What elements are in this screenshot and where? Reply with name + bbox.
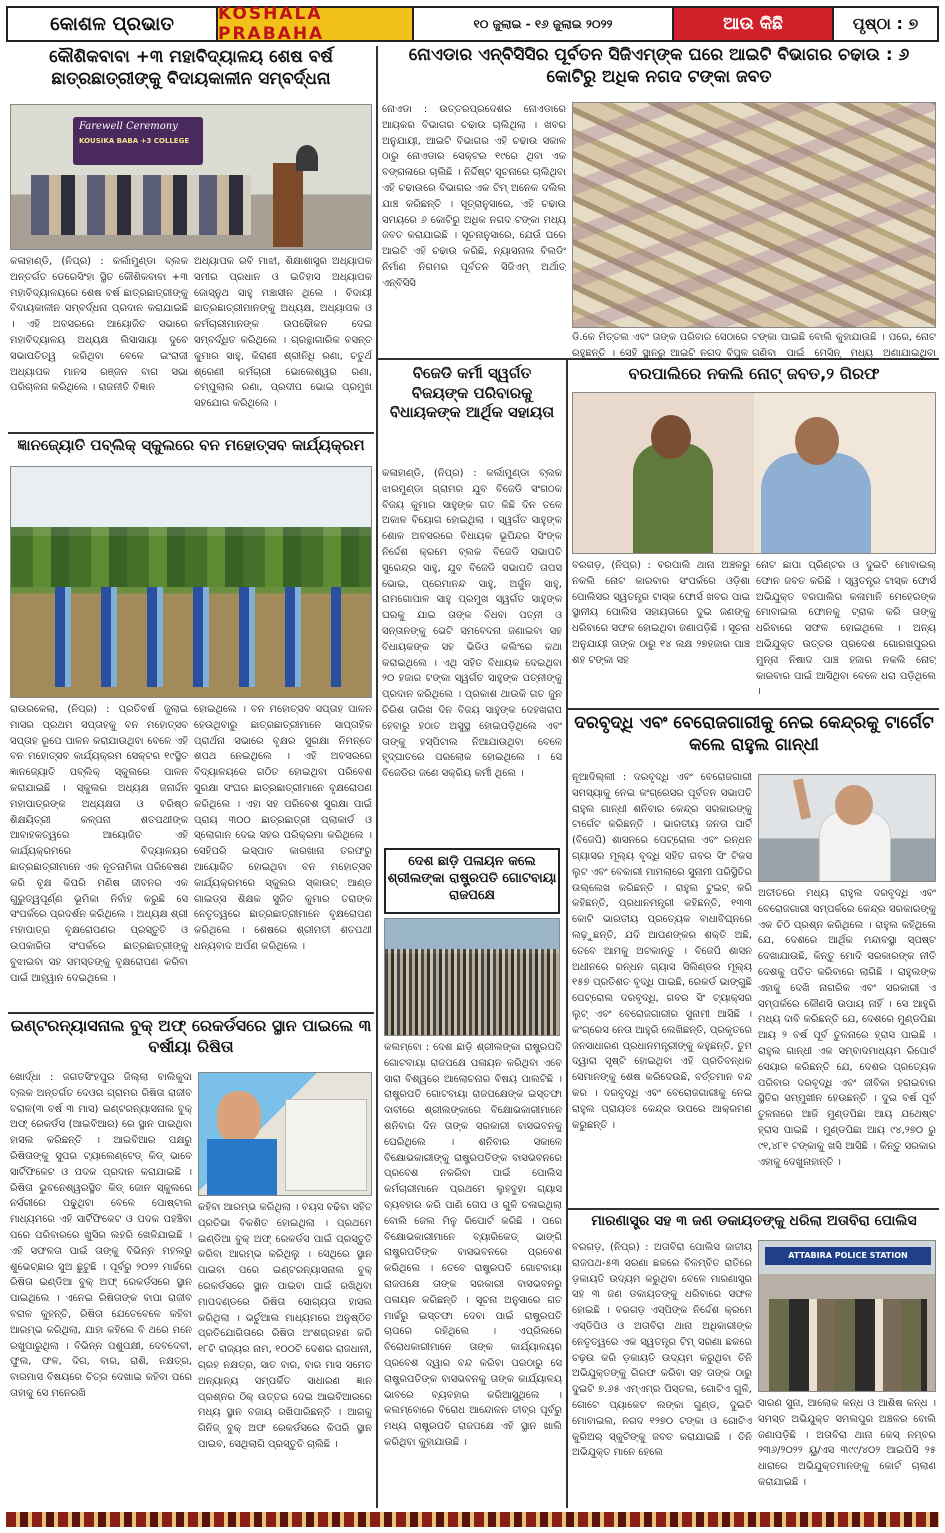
column-divider <box>566 360 568 1508</box>
photo-rishita-certificate <box>198 1072 372 1196</box>
photo-attabira-police-station <box>758 1240 936 1392</box>
it-raid-text-col2: ଡି.କେ ମିତ୍ତଲ ଏବଂ ତାଙ୍କ ପରିବାର ସେଠାରେ ରହୁଛନ୍ତି । ସେହି ସ୍ଥାନରୁ ଆଇଟି ନଗଦ ବିପୁଳ <box>572 332 748 358</box>
banner-text-1: Farewell Ceremony <box>79 121 178 132</box>
article-divider <box>378 358 939 360</box>
section-label: ଆଉ କିଛି <box>674 8 834 40</box>
headline-bjd-assistance: ବିଜେଡି କର୍ମୀ ସ୍ୱର୍ଗତ ବିଜୟଙ୍କ ପରିବାରକୁ ବିଧାୟକଙ୍କ ଆର୍ଥିକ ସହାୟତା <box>389 364 555 421</box>
bjd-assistance-text: କଳାହାଣ୍ଡି, (ନିପ୍ର) : କର୍ଲାମୁଣ୍ଡା ବ୍ଲକ ଝାରମୁଣ୍ଡା ଗ୍ରାମର ଯୁବ ବିଜେଡି ସଂଗଠକ ବିଜୟ କୁମାର ସାହୁଙ୍କ ଗତ କିଛି ଦିନ ତଳେ ଅକାଳ ବିୟୋଗ ହୋଇଥିଲା । ସ୍ୱର୍ଗତ ସାହୁଙ୍କ ଶୋକ ଅବସରରେ ବିଧାୟକ ଭୂପିନ୍ଦର ସିଂଙ୍କ ନିର୍ଦ୍ଦେଶ କ୍ରମେ ବ୍ଲକ ବିଜେଡି ସଭାପତି ସୁରେନ୍ଦ୍ର ସାହୁ, ଯୁବ ବିଜେଡି ସଭାପତି ତାପସ ଭୋଇ, ପ୍ରେମାନନ୍ଦ ସାହୁ, ଅର୍ଜୁନ ସାହୁ, ରାମଗୋପାଳ ସାହୁ ପ୍ରମୁଖ ସ୍ୱର୍ଗତ ସାହୁଙ୍କ ଘରକୁ ଯାଇ ତାଙ୍କ ବିଧବା ପତ୍ନୀ ଓ ସନ୍ତାନଙ୍କୁ ଭେଟି ସମବେଦନା ଜଣାଇବା ସହ ବିଧାୟକଙ୍କ ସହ ଭିଡିଓ କଲିଂରେ କଥା କରାଇଥିଲେ । ଏଥି ସହିତ ବିଧାୟକ ଦେଇଥିବା ୨୦ ହଜାର ଟଙ୍କା ସ୍ୱର୍ଗତ ସାହୁଙ୍କ ପତ୍ନୀଙ୍କୁ ପ୍ରଦାନ କରିଥିଲେ । ପ୍ରକାଶ ଥାଉକି ଗତ ଜୁନ ଚିରିଶ ତାରିଖ ଦିନ ବିଜୟ ସାହୁଙ୍କ ଦେହଖରାପ ହେବାରୁ ହଠାତ ଅସୁସ୍ଥ ହୋଇପଡ଼ିଥିଲେ ଏବଂ ତାଙ୍କୁ ହସ୍ପିଟାଲ ନିଆଯାଉଥିବା ବେଳେ ହୃଦ୍‌ଘାତରେ ପରଲୋକ ହୋଇଥିଲେ । ସେ ବିଜେଡିର ଜଣେ ସକ୍ରିୟ କର୍ମୀ ଥିଲେ । <box>382 468 562 780</box>
photo-rahul-gandhi <box>758 774 936 882</box>
headline-van-mahotsav: ଜ୍ଞାନଜ୍ୟୋତି ପବ୍ଲିକ୍ ସ୍କୁଲରେ ବନ ମହୋତ୍ସବ କାର୍ଯ୍ୟକ୍ରମ <box>17 436 365 454</box>
banner-text-2: KOUSIKA BABA +3 COLLEGE <box>79 137 190 145</box>
rishita-text-col1: ଖୋର୍ଦ୍ଧା : ଜଗତସିଂହପୁର ଜିଲ୍ଲା ବାଲିକୁଦା ବ୍ଲକ ଅନ୍ତର୍ଗତ ଦେଓଗ ଗ୍ରାମର ରିଷିତା ରାଜୀବ ବରାଳ(୩ ବର୍ଷ ୩ ମାସ) ଇଣ୍ଟରନ୍ୟାସନାଲ ବୁକ୍ ଅଫ୍ ରେକର୍ଡସ (ଆଇବିଆର) ରେ ସ୍ଥାନ ପାଇଥିବା ହାସଲ କରିଛନ୍ତି । ଆଇବିଆର ପକ୍ଷରୁ ରିଷିତାଙ୍କୁ ସୁପର ଟ୍ୟାଲେଣ୍ଟେଡ୍ କିଡ୍ ଭାବେ ସାର୍ଟିଫିକେଟ ଓ ପଦକ ପ୍ରଦାନ କରାଯାଇଛି । ରିଷିତା ଭୁବନେଶ୍ୱରସ୍ଥିତ କିଡ୍ ଜୋନ ସ୍କୁଲରେ ନର୍ସରୀରେ ପଢୁଥିବା ବେଳେ ପୋଷ୍ଟାଲ ମାଧ୍ୟମରେ ଏହି ସାର୍ଟିଫିକେଟ ଓ ପଦକ ପହଞ୍ଚିବା ପରେ ପରିବାରରେ ଖୁସିର ଲହରି ଖେଳିଯାଇଛି । ଏହି ସଫଳତା ପାଇଁ ତାଙ୍କୁ ବିଭିନ୍ନ ମହଲରୁ ଶୁଭେଚ୍ଛାର ସୁଅ ଛୁଟୁଛି । ପୂର୍ବରୁ ୨୦୨୨ ମାର୍ଚ୍ଚରେ ରିଷିତା ଇଣ୍ଡିଆ ବୁକ୍ ଅଫ୍ ରେକର୍ଡସରେ ସ୍ଥାନ ପାଇଥିଲେ । ଏନେଇ ରିଷିତାଙ୍କ ବାପା ରାଜୀବ ବରାଳ କୁହନ୍ତି, ରିଷିତା ଯେତେବେଳେ କହିବା ଆରମ୍ଭ କରିଥିଲା, ଯାହା କହିଲେ ବି ଥରେ ମନେ ରଖୁପାରୁଥିଲା । ବିଭିନ୍ନ ପଶୁପକ୍ଷୀ, ଦେବଦେବୀ, ଫୁଲ, ଫଳ, ଦିଗ, ବାର, ରାଶି, ନକ୍ଷତ୍ର, ବାରମାସ ବିଷୟରେ ଚିତ୍ର ଦେଖାଇ କହିବା ପରେ ତାହାକୁ ସେ ମନେରଖି <box>10 1072 192 1399</box>
it-raid-text-col3: ଟଙ୍କା ପାଇଛି ବୋଲି କୁହାଯାଉଛି । ପରେ, ନୋଟ ଗଣିବା ପାଇଁ ମେସିନ୍ ମଧ୍ୟ ଅଣାଯାଇଥିବା <box>752 332 936 358</box>
newspaper-logo: କୋଶଳ ପ୍ରଭାତ <box>8 8 218 40</box>
masthead <box>6 6 939 42</box>
article-divider <box>8 432 374 434</box>
headline-dacoits-arrested: ମାରଣାସ୍ତ୍ର ସହ ୩ ଜଣ ଡକାୟତଙ୍କୁ ଧରିଲା ଅତାବିରା ପୋଲିସ <box>591 1213 917 1229</box>
photo-farewell-ceremony <box>10 104 372 250</box>
article-divider <box>568 1208 939 1210</box>
farewell-text-col2: ଅଧ୍ୟାପକ ରବି ମାଝୀ, ଶିକ୍ଷାଶାସ୍ତ୍ର ଅଧ୍ୟାପକ ସମୀର ପ୍ରଧାନ ଓ ଇତିହାସ ଅଧ୍ୟାପକ ଜୋସ୍ନୁଥ ସାହୁ ମଞ୍ଚାସୀନ ଥିଲେ । ବିଦାୟୀ ଛାତ୍ରଛାତ୍ରୀମାନଙ୍କୁ ଅଧ୍ୟକ୍ଷ, ଅଧ୍ୟାପକ ଓ କର୍ମଚାରୀମାନଙ୍କ ଉପଢୌକନ ଦେଇ ସମ୍ବର୍ଦ୍ଧିତ କରିଥିଲେ । ଗ୍ରନ୍ଥାଗାରିକ ବସନ୍ତ କୁମାର ସାହୁ, କିରାଣୀ ଶ୍ରୀନିଧି ରଣା, ଚତୁର୍ଥ ଶ୍ରେଣୀ କର୍ମଚାରୀ ଭୋଲେଶ୍ୱର ରଣା, ଚମ୍ପୁଲାଲ ରଣା, ପ୍ରଦୀପ ଭୋଇ ପ୍ରମୁଖ ସହଯୋଗ କରିଥିଲେ । <box>194 256 372 410</box>
footer-ornamental-border <box>6 1512 939 1527</box>
van-mahotsav-text-col2: ହୋଇଥିଲେ । ବନ ମହୋତ୍ସବ ସପ୍ତାହ ପାଳନ ହେଉଥିବାରୁ ଛାତ୍ରଛାତ୍ରୀମାନେ ସାପ୍ତାହିକ ପ୍ରାର୍ଥନା ସଭାରେ ବୃକ୍ଷର ସୁରକ୍ଷା ନିମନ୍ତେ ଶପଥ ନେଇଥିଲେ । ଏହି ଅବସରରେ ବିଦ୍ୟାଳୟରେ ଗଠିତ ହୋଇଥିବା ପରିବେଶ ସୁରକ୍ଷା ସଂଘର ଛାତ୍ରଛାତ୍ରୀମାନେ ବୃକ୍ଷରୋପଣ କରିଥିଲେ । ଏହା ସହ ପରିବେଶ ସୁରକ୍ଷା ପାଇଁ ପ୍ରାୟ ୩୦୦ ଛାତ୍ରଛାତ୍ରୀ ପ୍ଲାକାର୍ଡ ଓ ସ୍ଲୋଗାନ ଦେଇ ସହର ପରିକ୍ରମା କରିଥିଲେ । ସେହିପରି ଇସ୍ପାତ କାରଖାନା ତରଫରୁ ଆୟୋଜିତ ହୋଇଥିବା ବନ ମହୋତ୍ସବ କାର୍ଯ୍ୟକ୍ରମରେ ସ୍କୁଲର ସ୍କାଉଟ୍ ଆଣ୍ଡ ଗାଇଡ୍ସ ଶିକ୍ଷକ ସୁଜିତ କୁମାର ତରାଙ୍କ ନେତୃତ୍ୱରେ ଛାତ୍ରଛାତ୍ରୀମାନେ ବୃକ୍ଷରୋପଣ କରିଥିଲେ । ଶେଷରେ ଶ୍ରୀମତୀ ଶତପଥୀ ଧନ୍ୟବାଦ ଅର୍ପଣ କରିଥିଲେ । <box>194 704 372 952</box>
photo-sri-lanka-protest <box>384 918 560 1036</box>
fake-notes-text-col1: ବରଗଡ଼, (ନିପ୍ର) : ବରପାଲି ଥାନା ଅଞ୍ଚଳରୁ ନକଲି ନୋଟ କାରବାର ସଂପର୍କରେ ଓଡ଼ିଶା ପୋଲିସର ସ୍ୱତନ୍ତ୍ର ଟାସ୍କ ଫୋର୍ସ ଖବର ପାଇ ସ୍ଥାନୀୟ ପୋଲିସ ସହାୟତାରେ ଦୁଇ ଜଣଙ୍କୁ ଧରିବାରେ ସଫଳ ହୋଇଥିବା ଜଣାପଡ଼ିଛି । ସୂଚନା ଅନୁଯାୟୀ ତାଙ୍କ ଠାରୁ ୧୪ ଲକ୍ଷ ୨୭ହଜାର ପାଞ୍ଚ ଶହ ଟଙ୍କା ସହ <box>572 560 750 666</box>
photo-seized-cash <box>572 102 936 328</box>
rahul-text-col1: ନୂଆଦିଲ୍ଲୀ : ଦରବୃଦ୍ଧି ଏବଂ ବେରୋଜଗାରୀ ସମସ୍ୟାକୁ ନେଇ କଂଗ୍ରେସର ପୂର୍ବତନ ସଭାପତି ରାହୁଲ ଗାନ୍ଧୀ ଶନିବାର କେନ୍ଦ୍ର ସରକାରଙ୍କୁ ଟାର୍ଗେଟ କରିଛନ୍ତି । ଭାରତୀୟ ଜନତା ପାର୍ଟି (ବିଜେପି) ଶାସନରେ ପେଟ୍ରୋଲ ଏବଂ ରନ୍ଧନ ଗ୍ୟାସର ମୂଲ୍ୟ ବୃଦ୍ଧି ସହିତ ଗବର ସିଂ ଟିକସ ଲୁଟ ଏବଂ ବେକାରୀ ମାମଲାରେ ସୁନାମୀ ପରିସ୍ଥିତିର ଉଲ୍ଲେଖ କରିଛନ୍ତି । ରାହୁଲ ଟୁଇଟ୍ କରି କହିଛନ୍ତି, ପ୍ରଧାନମନ୍ତ୍ରୀ କହିଛନ୍ତି, ୧୩୩ କୋଟି ଭାରତୀୟ ପ୍ରତ୍ୟେକ ବାଧାବିଘ୍ନରେ ଲଢ଼ୁଛନ୍ତି, ଯଦି ଆପଣଙ୍କର ଶକ୍ତି ଅଛି, ତେବେ ଆମକୁ ଅଟକାନ୍ତୁ । ବିଜେପି ଶାସନ ଅଧୀନରେ ରନ୍ଧନ ଗ୍ୟାସ ସିଲିଣ୍ଡର ମୂଲ୍ୟ ୧୫୭ ପ୍ରତିଶତ ବୃଦ୍ଧି ପାଇଛି, ରେକର୍ଡ ଭାଙ୍ଗୁଛି ପେଟ୍ରୋଲ ଦରବୃଦ୍ଧି, ଗବର ସିଂ ଟ୍ୟାକ୍ସର ଲୁଟ୍ ଏବଂ ବେରୋଜଗାରୀର ସୁନାମୀ ଆସିଛି । କଂଗ୍ରେସ ନେତା ଆହୁରି ଲେଖିଛନ୍ତି, ପ୍ରକୃତରେ ଜନସାଧାରଣ ପ୍ରଧାନମନ୍ତ୍ରୀଙ୍କୁ କହୁଛନ୍ତି, ତୁମ ଦ୍ୱାରା ସୃଷ୍ଟି ହୋଇଥିବା ଏହି ପ୍ରତିବନ୍ଧକ ସେମାନଙ୍କୁ ଶେଷ କରିଦେଉଛି, ବର୍ତ୍ତମାନ ବନ୍ଦ କର । ଦରବୃଦ୍ଧି ଏବଂ ବେରୋଜଗାରୀକୁ ନେଇ ରାହୁଲ ପ୍ରାୟତଃ କେନ୍ଦ୍ର ଉପରେ ଆକ୍ରମଣ କରୁଛନ୍ତି । <box>572 772 752 1131</box>
rahul-text-col2: ଅତୀତରେ ମଧ୍ୟ ରାହୁଲ ଦରବୃଦ୍ଧି ଏବଂ ବେରୋଜଗାରୀ ସମ୍ପର୍କରେ କେନ୍ଦ୍ର ସରକାରଙ୍କୁ ଏକ ଚିଠି ପ୍ରଶ୍ନ କରିଥିଲେ । ରାହୁଲ କହିଥିଲେ ଯେ, ଦେଶରେ ଆର୍ଥିକ ମନ୍ଦାବସ୍ଥା ସ୍ପଷ୍ଟ ଦେଖାଯାଉଛି, କିନ୍ତୁ ମୋଦି ସରକାରଙ୍କ ନୀତି ଦେଶକୁ ପତିତ କରିବାରେ ଲାଗିଛି । ରାହୁଲଙ୍କ ଏହାକୁ ଦେଖି ନାଗରିକ ଏବଂ ସରକାରୀ ଏ ସମ୍ପର୍କରେ କୌଣସି ଉପାୟ ନାହିଁ । ସେ ଆହୁରି ମଧ୍ୟ ଦାବି କରିଛନ୍ତି ଯେ, ଦେଶରେ ମୁଣ୍ଡପିଛା ଆୟ ୨ ବର୍ଷ ପୂର୍ବ ତୁଳନାରେ ହ୍ରାସ ପାଇଛି । ରାହୁଲ ଗାନ୍ଧୀ ଏକ ସମ୍ବାଦମାଧ୍ୟମ ରିପୋର୍ଟ ସେୟାର କରିଛନ୍ତି ଯେ, ଦେଶର ପ୍ରତ୍ୟେକ ପରିବାର ଦରବୃଦ୍ଧି ଏବଂ ଜୀବିକା ହରାଇବାର ସ୍ଥିତିର ସମ୍ମୁଖୀନ ହେଉଛନ୍ତି । ଦୁଇ ବର୍ଷ ପୂର୍ବ ତୁଳନାରେ ଆଜି ମୁଣ୍ଡପିଛା ଆୟ ଯଥେଷ୍ଟ ହ୍ରାସ ପାଇଛି । ମୁଣ୍ଡପିଛା ଆୟ ୯୪,୨୭୦ ରୁ ୯୧,୪୮୧ ଟଙ୍କାକୁ ଖସି ଆସିଛି । କିନ୍ତୁ ସରକାର ଏହାକୁ ଦେଖୁନାହାନ୍ତି । <box>758 888 936 1168</box>
fake-notes-text-col2: ନୋଟ ଛାପା ପ୍ରିଣ୍ଟର ଓ ଦୁଇଟି ମୋବାଇଲ୍ ଫୋନ ଜବତ କରିଛି । ସ୍ୱତନ୍ତ୍ର ଟାସ୍କ ଫୋର୍ସ ଅଭିଯୁକ୍ତ ବରପାଲିର କଳାମାନି ମେହେରଙ୍କ ମୋବାଇଲ ଫୋନକୁ ଟ୍ରାକ କରି ତାଙ୍କୁ ଧରିବାରେ ସଫଳ ହୋଇଥିଲେ । ଅନ୍ୟ ଅଭିଯୁକ୍ତ ଉତ୍ତର ପ୍ରଦେଶ ଗୋରଖପୁରର ମୁନ୍ନା ନିଷାଦ ପାଞ୍ଚ ହଜାର ନକଲି ନୋଟ୍ କାରବାର ପାଇଁ ଆସିଥିବା ବେଳେ ଧରା ପଡ଼ିଥିଲେ । <box>756 560 936 698</box>
column-divider <box>376 46 378 1508</box>
headline-farewell: କୌଶିକବାବା +୩ ମହାବିଦ୍ୟାଳୟ ଶେଷ ବର୍ଷ ଛାତ୍ରଛାତ୍ରୀଙ୍କୁ ବିଦାୟକାଳୀନ ସମ୍ବର୍ଦ୍ଧନା <box>49 47 333 90</box>
headline-rahul-gandhi: ଦରବୃଦ୍ଧି ଏବଂ ବେରୋଜଗାରୀକୁ ନେଇ କେନ୍ଦ୍ରକୁ ଟାର୍ଗେଟ କଲେ ରାହୁଲ ଗାନ୍ଧୀ <box>574 713 934 756</box>
article-divider <box>568 708 939 710</box>
newspaper-name-english: KOSHALA PRABAHA <box>218 8 414 40</box>
rishita-text-col2: କହିବା ଆରମ୍ଭ କରିଥିଲା । ବୟସ ବଢିବା ସହିତ ପ୍ରତିଭା ବିକଶିତ ହୋଇଥିଲା । ପ୍ରଥମେ ଇଣ୍ଡିଆ ବୁକ୍ ଅଫ୍ ରେକର୍ଡସ ପାଇଁ ପ୍ରସ୍ତୁତି କରିବା ଆରମ୍ଭ କରିଥିଲୁ । ସେଥିରେ ସ୍ଥାନ ପାଇବା ପରେ ଇଣ୍ଟରନ୍ୟାସନାଲ ବୁକ୍ ରେକର୍ଡସରେ ସ୍ଥାନ ପାଇବା ପାଇଁ ରଖିଥିବା ମାପଦଣ୍ଡରେ ରିଷିତା ସୋଗ୍ୟତା ହାସଲ କରିଥିଲା । ଭର୍ଚୁଆଲ ମାଧ୍ୟମରେ ଅନୁଷ୍ଠିତ ପ୍ରତିଯୋଗିତାରେ ରିଷିତା ଅଂଶଗ୍ରହଣ କରି ୧୮ଟି ରାଜ୍ୟର ନାମ, ୧୦୦ଟି ଦେଶର ରାଜଧାନୀ, ଗ୍ରହ ନକ୍ଷତ୍ର, ସାତ ବାର, ବାର ମାସ ସମେତ ଅନ୍ୟାନ୍ୟ ସମ୍ପର୍କିତ ସାଧାରଣ ଜ୍ଞାନ ପ୍ରଶ୍ନର ଠିକ୍ ଉତ୍ତର ଦେଇ ଆଇବିଆରରେ ମଧ୍ୟ ସ୍ଥାନ ବଜାୟ ରଖିପାରିଛନ୍ତି । ଆଗକୁ ଗିନିଜ୍ ବୁକ୍ ଅଫ ରେକର୍ଡସରେ କିପରି ସ୍ଥାନ ପାଇବ, ସେଥିଲାଗି ପ୍ରସ୍ତୁତି ଚାଲିଛି । <box>198 1202 372 1450</box>
issue-dates: ୧୦ ଜୁଲାଇ - ୧୬ ଜୁଲାଇ ୨୦୨୨ <box>414 8 674 40</box>
photo-tree-plantation <box>10 466 372 698</box>
it-raid-text-col1: ନୋଏଡା : ଉତ୍ତରପ୍ରଦେଶର ନୋଏଡାରେ ଆୟକର ବିଭାଗର ଚଢାଉ ଚାଲିଥିଲା । ଖବର ଅନୁଯାୟୀ, ଆଇଟି ବିଭାଗର ଏହି ଚଢାଉ ସକାଳ ଠାରୁ ନୋଏଡାର ସେକ୍ଟର ୧୯ରେ ଥିବା ଏକ ବଙ୍ଗଳାରେ ଚାଲିଛି । ନିର୍ଦ୍ଦିଷ୍ଟ ସୂଚନାରେ ଚାଲିଥିବା ଏହି ଚଢାଉରେ ବିଭାଗର ଏକ ଟିମ୍ ଅନେକ ଦଲିଲ ଯାଞ୍ଚ କରିଛନ୍ତି । ସୂତ୍ରାନୁସାରେ, ଏହି ଚଢାଉ ସମୟରେ ୬ କୋଟିରୁ ଅଧିକ ନଗଦ ଟଙ୍କା ମଧ୍ୟ ଜବତ କରାଯାଇଛି । ସୂଚନାନୁସାରେ, ଯେଉଁ ଘରେ ଆଇଟି ଏହି ଚଢାଉ କରିଛି, ନ୍ୟାସନାଲ ବିଲଡିଂ ନିର୍ମାଣ ନିଗମର ପୂର୍ବତନ ସିଜିଏମ୍ ଅର୍ଥାତ୍ ଏନ୍‌ବିସିସି <box>382 104 566 289</box>
photo-arrested-men <box>572 392 936 554</box>
article-divider <box>8 1012 374 1014</box>
van-mahotsav-text-col1: ରାଉରକେଲା, (ନିପ୍ର) : ପ୍ରତିବର୍ଷ ଜୁଲାଇ ମାସର ପ୍ରଥମ ସପ୍ତାହକୁ ବନ ମହୋତ୍ସବ ସପ୍ତାହ ରୂପେ ପାଳନ କରାଯାଉଥିବା ବେଳେ ଏହି ବନ ମହୋତ୍ସବ କାର୍ଯ୍ୟକ୍ରମ ସେକ୍ଟର ୧୯ସ୍ଥିତ ଜ୍ଞାନଜ୍ୟୋତି ପବ୍ଲିକ୍ ସ୍କୁଲରେ ପାଳନ କରାଯାଇଛି । ସ୍କୁଲର ଅଧ୍ୟକ୍ଷ ଜନାର୍ଦ୍ଦନ ମହାପାତ୍ରଙ୍କ ଅଧ୍ୟକ୍ଷତା ଓ ବରିଷ୍ଠ ଶିକ୍ଷୟିତ୍ରୀ କଳ୍ପନା ଶତପଥୀଙ୍କ ଆବାହକତ୍ୱରେ ଆୟୋଜିତ ଏହି କାର୍ଯ୍ୟକ୍ରମରେ ବିଦ୍ୟାଳୟର ଛାତ୍ରଛାତ୍ରୀମାନେ ଏକ ନୂତନାମିକା ପରିବେଷଣ କରି ବୃକ୍ଷ କିପରି ମଣିଷ ଜୀବନର ଏକ ଗୁରୁତ୍ୱପୂର୍ଣ୍ଣ ଭୂମିକା ନିର୍ବାହ କରୁଛି ସେ ସଂପର୍କରେ ପ୍ରଦର୍ଶନ କରିଥିଲେ । ଅଧ୍ୟକ୍ଷ ଶ୍ରୀ ମହାପାତ୍ର ବୃକ୍ଷରୋପଣର ପ୍ରସ୍ତୁତି ଓ ଉପକାରିତା ସଂପର୍କରେ ଛାତ୍ରଛାତ୍ରୀଙ୍କୁ ବୁଝାଇବା ସହ ସମସ୍ତଙ୍କୁ ବୃକ୍ଷରୋପଣ କରିବା ପାଇଁ ଆହ୍ୱାନ ଦେଇଥିଲେ । <box>10 704 188 984</box>
headline-sri-lanka: ଦେଶ ଛାଡ଼ି ପଳାୟନ କଲେ ଶ୍ରୀଲଙ୍କା ରାଷ୍ଟ୍ରପତି ଗୋଟବାୟା ରାଜପକ୍ଷେ <box>384 848 560 914</box>
dacoits-text-col2: ସାରଣ ସୁନା, ଆଲୋକ କନ୍ଧ ଓ ଆଶିଷ କନ୍ଧ । ସମସ୍ତ ଅଭିଯୁକ୍ତ ସମଲପୁର ଅଞ୍ଚଳର ବୋଲି ଜଣାପଡ଼ିଛି । ଅତାବିରା ଥାନା କେସ୍ ନମ୍ବର ୨୩୬/୨୦୨୨ ୟୁ/ଏସ ୩୯୯/୪୦୨ ଆଇପିସି ୨୫ ଧାରାରେ ଅଭିଯୁକ୍ତମାନଙ୍କୁ କୋର୍ଟ ଚାଲାଣ କରାଯାଇଛି । <box>758 1398 936 1488</box>
headline-fake-notes: ବରପାଲିରେ ନକଲି ନୋଟ୍ ଜବତ,୨ ଗିରଫ <box>628 364 880 383</box>
page-number: ପୃଷ୍ଠା : ୭ <box>852 14 919 33</box>
headline-it-raid: ନୋଏଡାର ଏନ୍‌ବିସିସିର ପୂର୍ବତନ ସିଜିଏମ୍‌ଙ୍କ ଘରେ ଆଇଟି ବିଭାଗର ଚଢାଉ : ୬ କୋଟିରୁ ଅଧିକ ନଗଦ ଟଙ୍କା ଜବତ <box>408 45 910 88</box>
farewell-text-col1: କଳାହାଣ୍ଡି, (ନିପ୍ର) : କର୍ଲାମୁଣ୍ଡା ବ୍ଲକ ଅନ୍ତର୍ଗତ ଡେରେସିଂହା ସ୍ଥିତ କୌଶିକବାବା +୩ ମହାବିଦ୍ୟାଳୟରେ ଶେଷ ବର୍ଷ ଛାତ୍ରଛାତ୍ରୀଙ୍କୁ ବିଦାୟକାଳୀନ ସମ୍ବର୍ଦ୍ଧନା ପ୍ରଦାନ କରାଯାଇଛି । ଏହି ଅବସରରେ ଆୟୋଜିତ ସଭାରେ ମହାବିଦ୍ୟାଳୟ ଅଧ୍ୟକ୍ଷ ଲିସାସାୟା ଦୁବେ ସଭାପତିତ୍ୱ କରିଥିବା ବେଳେ ଇଂରାଜୀ ଅଧ୍ୟାପକ ମାନସ ରଞ୍ଜନ ବାଗ ସଭା ପରିଚାଳନା କରିଥିଲେ । ରାଜନୀତି ବିଜ୍ଞାନ <box>10 256 188 394</box>
sri-lanka-text: କଲମ୍ବୋ : ଦେଶ ଛାଡ଼ି ଶ୍ରୀଲଙ୍କା ରାଷ୍ଟ୍ରପତି ଗୋଟବାୟା ରାଜପକ୍ଷେ ପଳାୟନ କରିଥିବା ଏବେ ସାରା ବିଶ୍ୱରେ ଆଲୋଚନାର ବିଷୟ ପାଲଟିଛି । ରାଷ୍ଟ୍ରପତି ଗୋଟବାୟା ରାଜପକ୍ଷେଙ୍କ ଇସ୍ତଫା ଦାବୀରେ ଶ୍ରୀଲଙ୍କାରେ ବିକ୍ଷୋଭକାରୀମାନେ ଶନିବାର ଦିନ ତାଙ୍କ ସରକାରୀ ବାସଭବନକୁ ଘେରିଥିଲେ । ଶନିବାର ସକାଳେ ବିକ୍ଷୋଭକାରୀଙ୍କୁ ରାଷ୍ଟ୍ରପତିଙ୍କ ବାସଭବନରେ ପ୍ରବେଶ ନକରିବା ପାଇଁ ପୋଲିସ କର୍ମଚାରୀମାନେ ପ୍ରଥମେ ଲୁହବୁହା ଗ୍ୟାସ ବ୍ୟବହାର କରି ପାଣି ତୋପ ଓ ଗୁଳି ଚଳାଇଥିଲା ବୋଲି ଜେଲ ମିଳୁ ରିପୋର୍ଟ କରିଛି । ପରେ ବିକ୍ଷୋଭକାରୀମାନେ ବ୍ୟାରିକେଡ୍ ଭାଙ୍ଗି ରାଷ୍ଟ୍ରପତିଙ୍କ ବାସଭବନରେ ପ୍ରବେଶ କରିଥିଲେ । ତେବେ ରାଷ୍ଟ୍ରପତି ଗୋଟବାୟା ରାଜପକ୍ଷେ ତାଙ୍କ ସରକାରୀ ବାସଭବନରୁ ପଳାୟନ କରିଛନ୍ତି । ସୂଚନା ଅନୁସାରେ ଗତ ମାର୍ଚ୍ଚରୁ ଇସ୍ତଫା ଦେବା ପାଇଁ ରାଷ୍ଟ୍ରପତି ଚାପରେ ରହିଥିଲେ । ଏପ୍ରିଲରେ ବିରୋଧକାରୀମାନେ ତାଙ୍କ କାର୍ଯ୍ୟାଳୟର ପ୍ରବେଶ ଦ୍ୱାର ବନ୍ଦ କରିବା ପରଠାରୁ ସେ ରାଷ୍ଟ୍ରପତିଙ୍କ ବାସଭବନକୁ ତାଙ୍କ କାର୍ଯ୍ୟାଳୟ ଭାବରେ ବ୍ୟବହାର କରିଆସୁଥିଲେ । କଲମ୍ବୋରେ ବିରୋଧ ଆନ୍ଦୋଳନ ତୀବ୍ର ପୂର୍ବରୁ ମଧ୍ୟ ରାଷ୍ଟ୍ରପତି ରାଜପକ୍ଷେ ଏହି ସ୍ଥାନ ଖାଲି କରିଥିବା କୁହାଯାଉଛି । <box>384 1042 562 1448</box>
headline-rishita: ଇଣ୍ଟରନ୍ୟାସନାଲ ବୁକ୍ ଅଫ୍ ରେକର୍ଡସରେ ସ୍ଥାନ ପାଇଲେ ୩ ବର୍ଷୀୟା ରିଷିତା <box>10 1016 372 1056</box>
dacoits-text-col1: ବରଗଡ଼, (ନିପ୍ର) : ଅତାବିରା ପୋଲିସ ଜାତୀୟ ରାଜପଥ-୫୩ ସରଣା ଛକରେ ବିଳମ୍ବିତ ରାତିରେ ଡ଼କାୟତି ଉଦ୍ୟମ କରୁଥିବା ବେଳେ ମାରଣାସ୍ତ୍ର ସହ ୩ ଜଣ ଡକାୟତଙ୍କୁ ଧରିବାରେ ସଫଳ ହୋଇଛି । ବରଗଡ଼ ଏସ୍‌ପିଙ୍କ ନିର୍ଦ୍ଦେଶ କ୍ରମେ ଏସ୍‌ଡିପିଓ ଓ ଅତାବିରା ଥାନା ଅଧିକାରୀଙ୍କ ନେତୃତ୍ୱରେ ଏକ ସ୍ୱତନ୍ତ୍ର ଟିମ୍ ସରଣା ଛକରେ ଚଢ଼ଉ କରି ଡ଼କାୟତି ଉଦ୍ୟମ କରୁଥିବା ତିନି ଅଭିଯୁକ୍ତଙ୍କୁ ଗିରଫ କରିବା ସହ ତାଙ୍କ ଠାରୁ ଦୁଇଟି ୭.୬୫ ଏମ୍‌ଏମ୍‌ର ପିସ୍ତଲ, ଗୋଟିଏ ଗୁଳି, ଗୋଟେ ପ୍ୟାକେଟ ଲଙ୍କା ଗୁଣ୍ଡ, ଦୁଇଟି ମୋବାଇଲ, ନଗଦ ୧୨୭୦ ଟଙ୍କା ଓ ଗୋଟିଏ କୁରିଅର୍ ସ୍କୁଟିଙ୍କୁ ଜବତ କରାଯାଇଛି । ତିନି ଅଭିଯୁକ୍ତ ମାନେ ହେଲେ <box>572 1242 752 1459</box>
police-station-sign: ATTABIRA POLICE STATION <box>765 1247 931 1265</box>
